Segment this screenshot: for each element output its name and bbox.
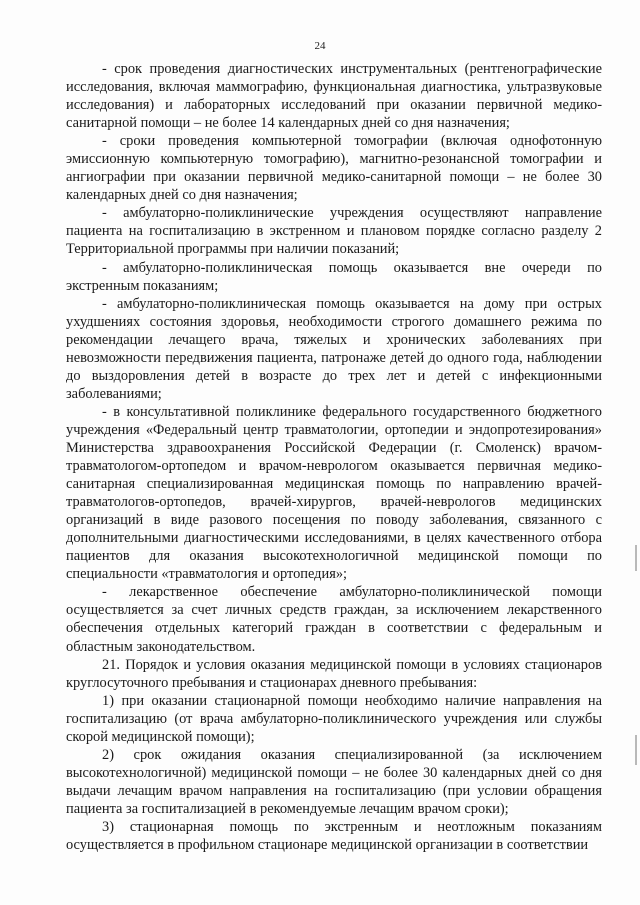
paragraph-item-2-waiting-time: 2) срок ожидания оказания специализированной (за исключением высокотехнологичной) медицинской помощи – не более 30 календарных дней со дня выдачи лечащим врачом направления на госпитализацию (при условии обращения пациента за госпитализацией в рекомендуемые лечащим врачом сроки); <box>66 746 602 817</box>
page-body <box>66 60 602 854</box>
paragraph-hospitalization-referral: - амбулаторно-поликлинические учреждения осуществляют направление пациента на госпитализацию в экстренном и плановом порядке согласно разделу 2 Территориальной программы при наличии показаний; <box>66 205 602 258</box>
paragraph-item-3-emergency-inpatient: 3) стационарная помощь по экстренным и неотложным показаниям осуществляется в профильном стационаре медицинской организации в соответствии <box>66 818 602 854</box>
paragraph-drug-provision: - лекарственное обеспечение амбулаторно-поликлинической помощи осуществляется за счет личных средств граждан, за исключением лекарственного обеспечения отдельных категорий граждан в соответствии с федеральным и областным законодательством. <box>66 584 602 655</box>
paragraph-item-1-referral: 1) при оказании стационарной помощи необходимо наличие направления на госпитализацию (от врача амбулаторно-поликлинического учреждения или службы скорой медицинской помощи); <box>66 692 602 745</box>
page-number: 24 <box>314 40 326 52</box>
paragraph-emergency-outpatient: - амбулаторно-поликлиническая помощь оказывается вне очереди по экстренным показаниям; <box>66 259 602 294</box>
paragraph-section-21-heading: 21. Порядок и условия оказания медицинской помощи в условиях стационаров круглосуточного пребывания и стационарах дневного пребывания: <box>66 656 602 691</box>
paragraph-federal-center-consultation: - в консультативной поликлинике федерального государственного бюджетного учреждения «Федеральный центр травматологии, ортопедии и эндопротезирования» Министерства здравоохранения Российской Федерации (г. Смоленск) врачом-травматологом-ортопедом и врачом-неврологом оказывается первичная медико-санитарная специализированная медицинская помощь по направлению врачей-травматологов-ортопедов, врачей-хирургов, врачей-неврологов медицинских организаций в виде разового посещения по поводу заболевания, связанного с дополнительными диагностическими исследованиями, в целях качественного отбора пациентов для оказания высокотехнологичной медицинской помощи по специальности «травматология и ортопедия»; <box>66 403 602 583</box>
scan-edge-mark <box>635 545 637 571</box>
paragraph-home-care: - амбулаторно-поликлиническая помощь оказывается на дому при острых ухудшениях состояния здоровья, необходимости строгого домашнего режима по рекомендации лечащего врача, тяжелых и хронических заболеваниях при невозможности передвижения пациента, патронаже детей до одного года, наблюдении до выздоровления детей в возрасте до трех лет и детей с инфекционными заболеваниями; <box>66 295 602 402</box>
paragraph-diagnostic-instrumental-terms: - срок проведения диагностических инструментальных (рентгенографические исследования, включая маммографию, функциональная диагностика, ультразвуковые исследования) и лабораторных исследований при оказании первичной медико-санитарной помощи – не более 14 календарных дней со дня назначения; <box>66 61 602 132</box>
scan-edge-mark <box>635 735 637 765</box>
paragraph-ct-mri-terms: - сроки проведения компьютерной томографии (включая однофотонную эмиссионную компьютерную томографию), магнитно-резонансной томографии и ангиографии при оказании первичной медико-санитарной помощи – не более 30 календарных дней со дня назначения; <box>66 133 602 204</box>
